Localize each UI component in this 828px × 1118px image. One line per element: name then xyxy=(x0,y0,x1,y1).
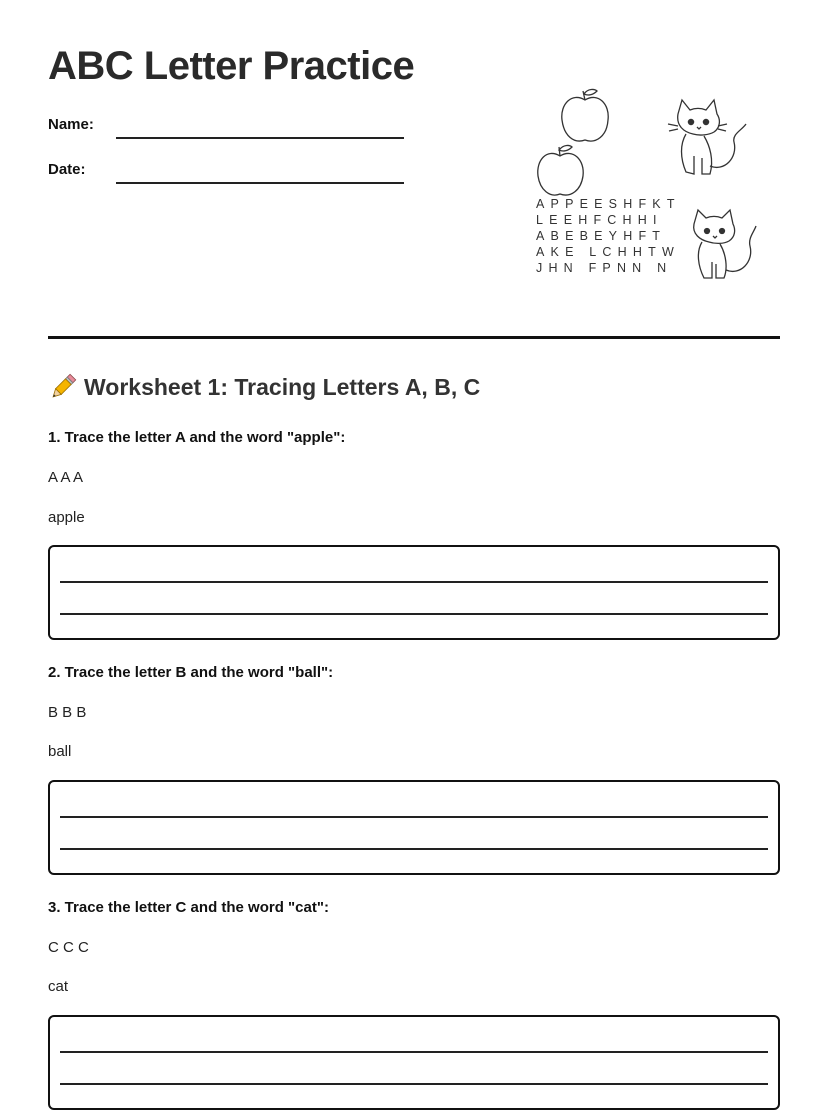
page-title: ABC Letter Practice xyxy=(48,44,415,88)
item-prompt: 2. Trace the letter B and the word "ball": xyxy=(48,664,334,681)
word-grid-row: LEEHFCHHI xyxy=(536,213,663,227)
date-label: Date: xyxy=(48,161,86,178)
item-word: ball xyxy=(48,743,72,760)
tracing-line xyxy=(60,581,768,583)
item-letters: A A A xyxy=(48,469,84,486)
item-prompt: 3. Trace the letter C and the word "cat": xyxy=(48,899,329,916)
item-prompt: 1. Trace the letter A and the word "apple": xyxy=(48,429,346,446)
tracing-line xyxy=(60,1051,768,1053)
apple-icon xyxy=(538,145,583,195)
date-field[interactable] xyxy=(48,161,404,178)
tracing-box[interactable] xyxy=(48,1015,780,1110)
tracing-line xyxy=(60,816,768,818)
tracing-line xyxy=(60,613,768,615)
cat-icon xyxy=(668,100,746,174)
pencil-icon xyxy=(48,372,78,402)
tracing-line xyxy=(60,848,768,850)
item-word: cat xyxy=(48,978,69,995)
name-line[interactable] xyxy=(116,137,404,139)
word-grid-row: ABEBEYHFT xyxy=(536,229,667,243)
item-word: apple xyxy=(48,509,85,526)
word-grid-row: APPEESHFKT xyxy=(536,197,681,211)
tracing-box[interactable] xyxy=(48,780,780,875)
word-grid-row: JHN FPNN N xyxy=(536,261,673,275)
date-line[interactable] xyxy=(116,182,404,184)
cat-icon xyxy=(694,210,756,278)
item-letters: C C C xyxy=(48,939,89,956)
tracing-line xyxy=(60,1083,768,1085)
header-illustration xyxy=(528,86,762,286)
worksheet-title-text: Worksheet 1: Tracing Letters A, B, C xyxy=(84,373,481,400)
name-label: Name: xyxy=(48,116,94,133)
worksheet-title xyxy=(48,372,480,402)
item-letters: B B B xyxy=(48,704,87,721)
section-divider xyxy=(48,336,780,339)
apple-icon xyxy=(562,89,608,141)
tracing-box[interactable] xyxy=(48,545,780,640)
word-grid-row: AKE LCHHTW xyxy=(536,245,680,259)
name-field[interactable] xyxy=(48,116,404,133)
